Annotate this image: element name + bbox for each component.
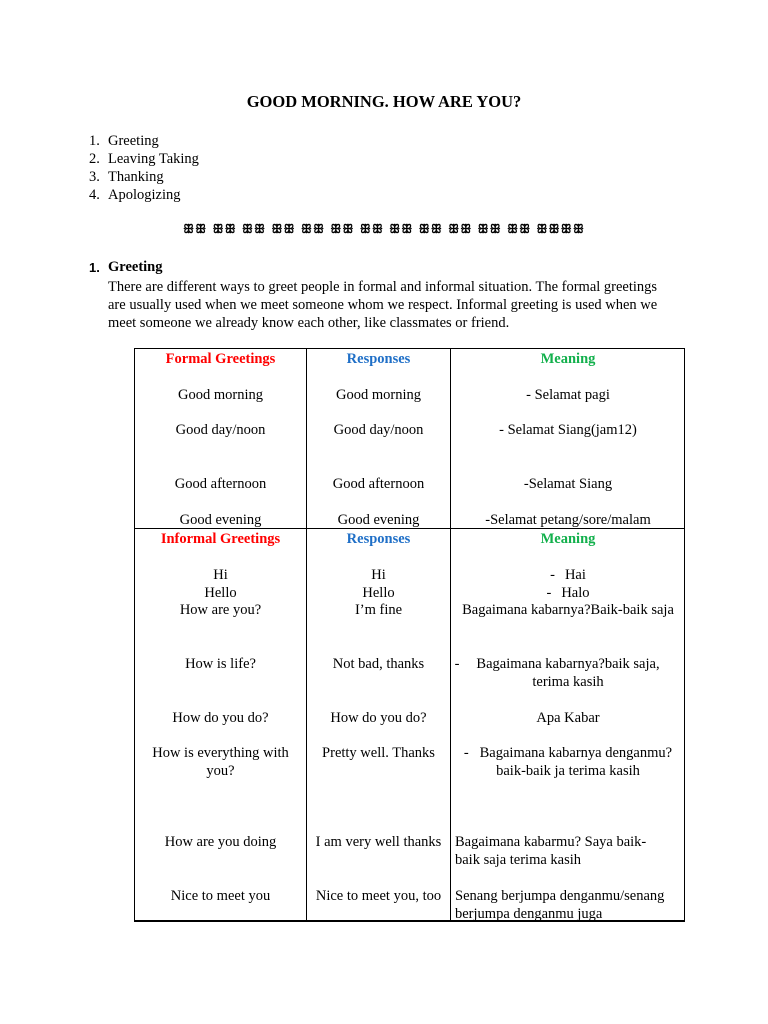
table-cell: - Halo <box>451 584 685 602</box>
list-dash: - <box>454 656 460 672</box>
table-cell: How are you doing <box>164 834 277 850</box>
table-cell: How do you do? <box>172 710 269 726</box>
table-cell: Not bad, thanks <box>332 656 425 672</box>
informal-greetings-header: Informal Greetings <box>160 531 281 547</box>
table-cell: Bagaimana kabarnya?Baik-baik saja <box>462 602 674 618</box>
table-cell: Good evening <box>179 512 262 528</box>
greetings-table <box>134 348 685 922</box>
list-item: 3. Thanking <box>89 169 164 185</box>
list-dash: - <box>463 745 480 761</box>
list-item: 4. Apologizing <box>89 187 181 203</box>
meaning-header: Meaning <box>540 351 596 367</box>
table-cell: Hello <box>362 585 395 601</box>
table-cell: Nice to meet you, too <box>315 888 442 904</box>
list-item: 1. Greeting <box>89 133 159 149</box>
table-cell: -Selamat Siang <box>523 476 613 492</box>
table-cell: Senang berjumpa denganmu/senang berjumpa denganmu juga <box>455 888 665 922</box>
table-cell: Apa Kabar <box>536 710 600 726</box>
page-title: GOOD MORNING. HOW ARE YOU? <box>246 92 522 111</box>
table-cell: Nice to meet you <box>170 888 271 904</box>
table-cell: Hi <box>213 567 228 583</box>
table-cell: Good afternoon <box>174 476 267 492</box>
table-cell: I’m fine <box>354 602 403 618</box>
table-cell: - Hai <box>451 566 685 584</box>
table-cell: Good day/noon <box>333 422 424 438</box>
topic-list <box>89 132 199 204</box>
table-cell: Good afternoon <box>332 476 425 492</box>
table-cell: Good evening <box>337 512 420 528</box>
table-cell: Hi <box>371 567 386 583</box>
table-cell: -Selamat petang/sore/malam <box>485 512 651 528</box>
responses-header: Responses <box>346 351 411 367</box>
table-cell: Good morning <box>178 387 263 403</box>
table-cell: How is everything with you? <box>152 745 289 779</box>
table-cell: - Bagaimana kabarnya denganmu?baik-baik ja terima kasih <box>463 745 673 779</box>
list-item: 2. Leaving Taking <box>89 151 199 167</box>
section-heading: 1. Greeting <box>89 259 163 275</box>
table-cell: - Selamat Siang(jam12) <box>499 422 637 438</box>
table-cell: How are you? <box>179 602 262 618</box>
table-cell: Hello <box>204 585 237 601</box>
formal-greetings-header: Formal Greetings <box>165 351 276 367</box>
table-cell: How do you do? <box>330 710 427 726</box>
table-cell: Good day/noon <box>175 422 266 438</box>
table-cell: Pretty well. Thanks <box>322 745 435 761</box>
table-cell: Good morning <box>336 387 421 403</box>
table-cell: - Selamat pagi <box>526 387 610 403</box>
section-paragraph: There are different ways to greet people in formal and informal situation. The formal greetings are usually used when we meet someone whom we respect. Informal greeting is used when we meet someone we already know each other, like classmates or friend. <box>108 279 658 331</box>
meaning-header: Meaning <box>540 531 596 547</box>
table-cell: Bagaimana kabarmu? Saya baik-baik saja terima kasih <box>455 834 647 868</box>
table-cell: I am very well thanks <box>315 834 442 850</box>
table-cell: How is life? <box>185 656 256 672</box>
ornament-divider: ꕥꕥ ꕥꕥ ꕥꕥ ꕥꕥ ꕥꕥ ꕥꕥ ꕥꕥ ꕥꕥ ꕥꕥ ꕥꕥ ꕥꕥ ꕥꕥ ꕥꕥꕥꕥ <box>183 222 585 236</box>
responses-header: Responses <box>346 531 411 547</box>
table-cell: Bagaimana kabarnya?baik saja, terima kasih <box>476 656 660 690</box>
